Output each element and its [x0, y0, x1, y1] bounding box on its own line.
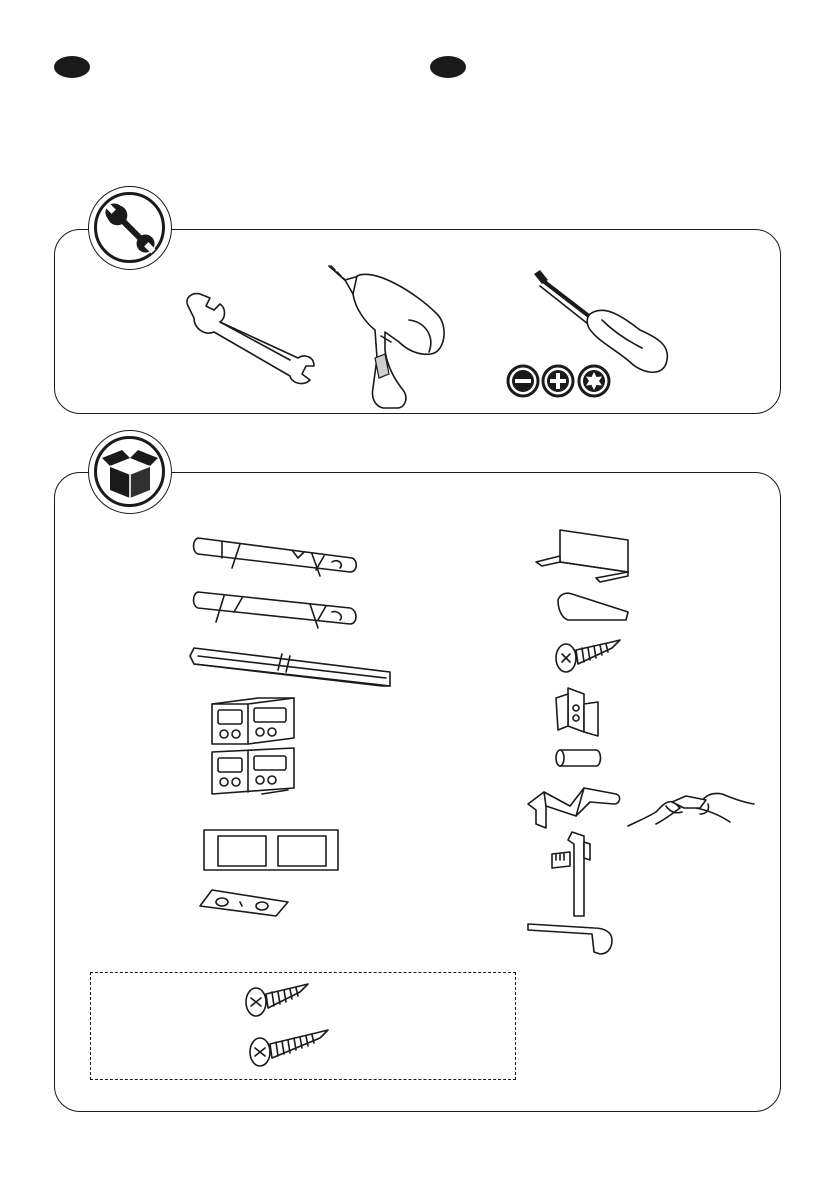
language-marker-left — [54, 56, 90, 78]
mounting-clip — [554, 684, 604, 740]
corner-bracket — [534, 526, 634, 586]
open-end-wrench-icon — [180, 288, 320, 388]
tools-badge — [88, 186, 172, 270]
wood-screw — [554, 636, 624, 676]
angle-profile-rail — [186, 642, 396, 692]
long-rail-b — [192, 584, 362, 630]
bent-spring-clip — [526, 784, 626, 834]
long-rail-a — [192, 528, 362, 578]
double-window-frame — [202, 828, 342, 874]
adhesive-pad — [554, 590, 634, 624]
open-box-icon — [88, 430, 172, 514]
screwdriver-icon — [530, 268, 680, 378]
mounting-strip — [196, 886, 296, 920]
torx-bit-icon — [577, 364, 611, 398]
wrench-icon — [88, 186, 172, 270]
hinge-plate-lower — [208, 746, 298, 798]
dowel-plug — [554, 746, 604, 772]
parts-badge — [88, 430, 172, 514]
phillips-bit-icon — [541, 364, 575, 398]
hinge-plate-upper — [208, 694, 298, 746]
long-wall-screw — [248, 1028, 332, 1072]
flat-lever-tool — [524, 920, 618, 956]
language-marker-right — [430, 56, 466, 78]
upright-bracket — [544, 830, 604, 920]
flat-slot-bit-icon — [506, 364, 540, 398]
short-wall-screw — [244, 980, 314, 1020]
hands-bending-clip — [626, 782, 756, 832]
cordless-drill-icon — [325, 262, 455, 412]
